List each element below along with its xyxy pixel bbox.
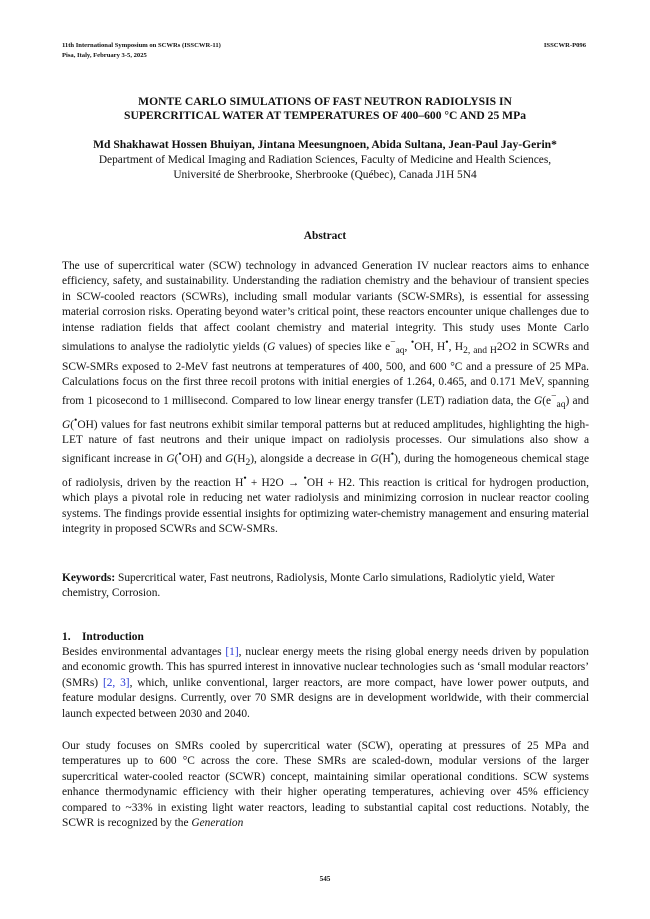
location-line: Pisa, Italy, February 3-5, 2025 — [62, 51, 147, 59]
citation-link[interactable]: [1] — [225, 646, 239, 658]
section-title: Introduction — [82, 631, 144, 643]
paper-id: ISSCWR-P096 — [543, 42, 586, 49]
abstract-text: 2, and H — [463, 346, 497, 357]
keywords-label: Keywords: — [62, 572, 116, 584]
conference-line: 11th International Symposium on SCWRs (ISSCWR-11) — [62, 42, 221, 49]
intro-text: Besides environmental advantages — [62, 646, 226, 658]
abstract-text: , H — [430, 340, 446, 353]
abstract-text: values) of species like e — [275, 340, 391, 353]
intro-text: Generation — [191, 817, 244, 830]
intro-text: , nuclear energy meets the rising global energy needs driven by population and economic growth. This has spurred interest in innovative nuclear technologies such as ‘small modular reactors’ (SMRs) — [62, 646, 589, 689]
intro-paragraph-1 — [62, 645, 589, 722]
intro-paragraph-2 — [62, 739, 589, 831]
intro-text: Our study focuses on SMRs cooled by supercritical water (SCW), operating at pressures of 25 MPa and temperatures up to 600 °C across the core. These SMRs are scaled-down, modular versions of the larger supercritical water-cooled reactor (SCWR) concept, maintaining similar operational conditions. SCW systems enhance thermodynamic efficiency with their higher operating temperatures, achieving over 45% efficiency compared to ~33% in existing light water reactors, leading to substantial capital cost reductions. Notably, the SCWR is recognized by the — [62, 740, 589, 830]
abstract-text: OH + H — [306, 476, 347, 489]
affiliation-line-2: Université de Sherbrooke, Sherbrooke (Québec), Canada J1H 5N4 — [173, 169, 477, 181]
abstract-text: 2O — [496, 340, 511, 353]
abstract-text: , alongside a decrease in — [253, 453, 371, 466]
keywords-text: Supercritical water, Fast neutrons, Radiolysis, Monte Carlo simulations, Radiolytic yield, Water chemistry, Corrosion. — [62, 572, 555, 600]
page-number: 545 — [319, 875, 331, 883]
affiliation — [40, 153, 610, 183]
title-line-2: SUPERCRITICAL WATER AT TEMPERATURES OF 400–600 °C AND 25 MPa — [124, 109, 526, 122]
author-list: Md Shakhawat Hossen Bhuiyan, Jintana Meesungnoen, Abida Sultana, Jean-Paul Jay-Gerin* — [93, 138, 557, 151]
abstract-heading: Abstract — [303, 230, 347, 242]
abstract-text: + H — [246, 476, 270, 489]
affiliation-line-1: Department of Medical Imaging and Radiation Sciences, Faculty of Medicine and Health Sciences, — [98, 154, 552, 166]
citation-link[interactable]: [2, 3] — [102, 676, 130, 689]
abstract-text: 2 in SCWRs and SCW-SMRs exposed to 2-MeV fast neutrons at temperatures of 400, 500, and 600 °C and a pressure of 25 MPa. Calculations focus on the first three recoil protons with initial energies of 1.264, 0.465, and 0.171 MeV, spanning from 1 picosecond to 1 millisecond. Compared to low linear energy transfer (LET) radiation data, the — [62, 340, 590, 408]
running-header — [62, 41, 221, 60]
abstract-text: The use of supercritical water (SCW) technology in advanced Generation IV nuclear reactors aims to enhance efficiency, safety, and sustainability. Understanding the radiation chemistry and the behaviour of transient species in SCW-cooled reactors (SCWRs), including small modular variants (SCW-SMRs), is essential for assessing material corrosion risks. Operating beyond water’s critical point, these reactors encounter unique challenges due to intense radiation fields that affect coolant chemistry and material integrity. This study uses Monte Carlo simulations to analyse the radiolytic yields ( — [62, 260, 589, 353]
abstract-text: 2O → — [269, 476, 304, 489]
title-line-1: MONTE CARLO SIMULATIONS OF FAST NEUTRON RADIOLYSIS IN — [138, 95, 512, 108]
section-heading-introduction — [62, 631, 144, 643]
abstract-text: values for fast neutrons exhibit similar temporal patterns but at reduced amplitudes, highlighting the high-LET nature of fast neutrons and their unique impact on radiolysis processes. Our simulations also show a significant increase in — [62, 418, 589, 466]
intro-text: , which, unlike conventional, larger reactors, are more compact, have lower power outputs, and feature modular designs. Currently, over 70 SMR designs are in development worldwide, with their commercial launch expected between 2030 and 2040. — [62, 676, 589, 720]
keywords — [62, 571, 589, 602]
paper-title — [70, 95, 580, 123]
abstract-text: , during the homogeneous chemical stage of radiolysis, driven by the reaction H — [62, 453, 590, 489]
abstract-text: 2. This reaction is critical for hydrogen production, which plays a pivotal role in reducing net water radiolysis and minimizing corrosion in nuclear reactor cooling systems. The findings provide essential insights for optimizing water-chemistry management and ensuring material integrity in proposed SCWRs and SCW-SMRs. — [62, 476, 589, 535]
section-number: 1. — [62, 631, 71, 643]
abstract-body: The use of supercritical water (SCW) technology in advanced Generation IV nuclear reactors aims to enhance efficiency, safety, and sustainability. Understanding the radiation chemistry and the behaviour of transient species in SCW-cooled reactors (SCWRs), including small modular variants (SCW-SMRs), is essential for assessing material corrosion risks. Operating beyond water’s critical point, these reactors encounter unique challenges due to intense radiation fields that affect coolant chemistry and material integrity. This study uses Monte Carlo simulations to analyse the radiolytic yields (G values) of species like $e^-_{aq}$, •OH, H•, $H_{2, and H}2O2$ in SCWRs and SCW-SMRs exposed to 2-MeV fast neutrons at temperatures of 400, 500, and 600 °C and a pressure of 25 MPa. Calculations focus on the first three recoil protons with initial energies of 1.264, 0.465, and 0.171 MeV, spanning from 1 picosecond to 1 millisecond. Compared to low linear energy transfer (LET) radiation data, the $G(e^-_{aq})$ and G(•OH) values for fast neutrons exhibit similar temporal patterns but at reduced amplitudes, highlighting the high-LET nature of fast neutrons and their unique impact on radiolysis processes. Our simulations also show a significant increase in G(•OH) and $G(H_2)$, alongside a decrease in G(H•), during the homogeneous chemical stage of radiolysis, driven by the reaction H• + H2O → •OH + H2. This reaction is critical for hydrogen production, which plays a pivotal role in reducing net water radiolysis and minimizing corrosion in nuclear reactor cooling systems. The findings provide essential insights for optimizing water-chemistry management and ensuring material integrity in proposed SCWRs and SCW-SMRs. — [62, 260, 590, 535]
